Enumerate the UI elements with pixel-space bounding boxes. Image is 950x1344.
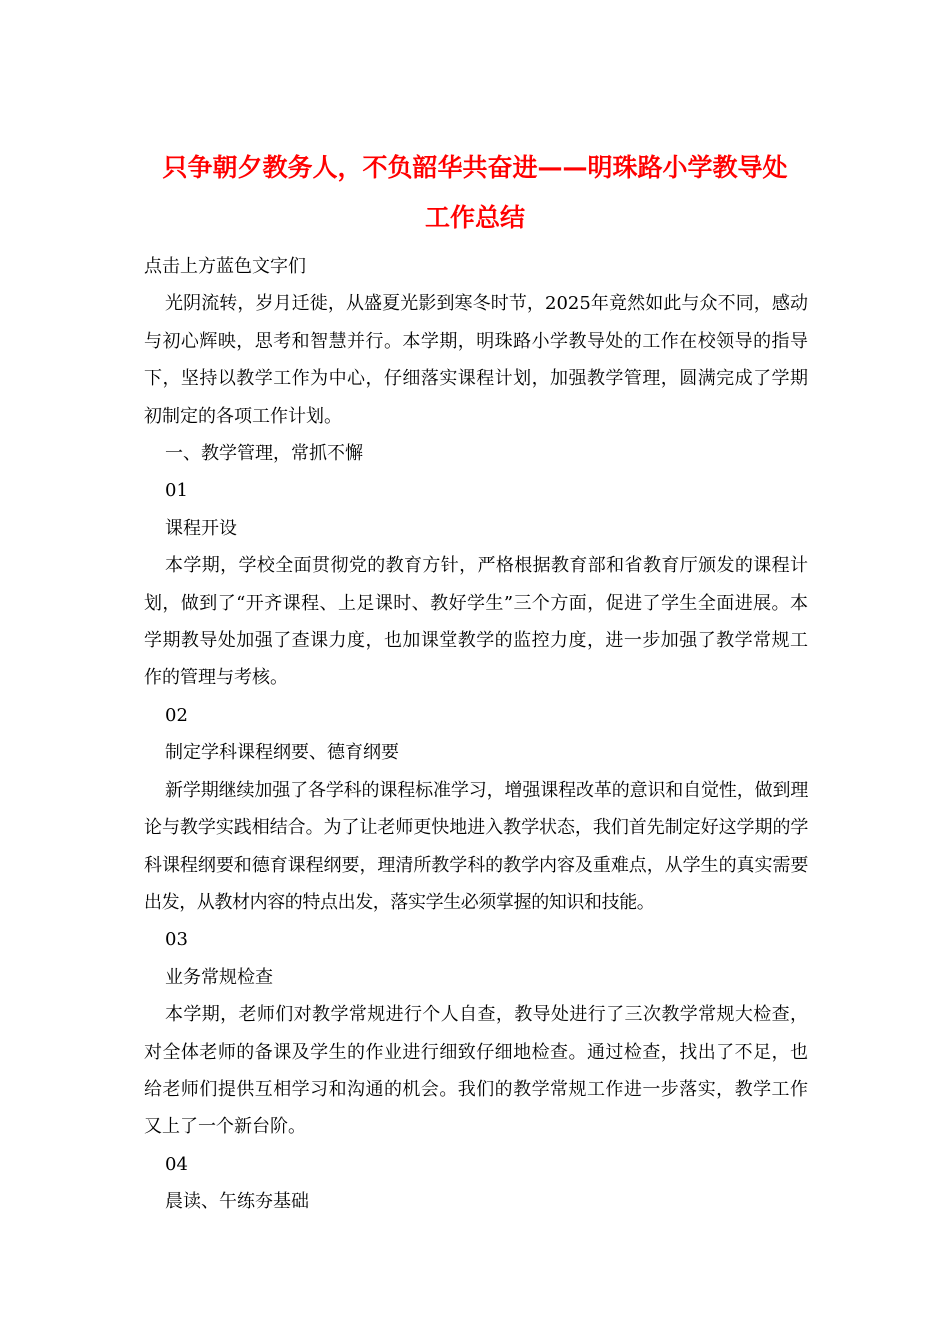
item-number-02: 02 — [165, 704, 188, 726]
item-heading-course-setup: 课程开设 — [165, 517, 237, 539]
paragraph-intro: 光阴流转，岁月迁徙，从盛夏光影到寒冬时节，2025年竟然如此与众不同，感动与初心辉映，思考和智慧并行。本学期，明珠路小学教导处的工作在校领导的指导下，坚持以教学工作为中心，仔细落实课程计划，加强教学管理，圆满完成了学期初制定的各项工作计划。 — [144, 293, 808, 427]
item-heading-morning-reading: 晨读、午练夯基础 — [165, 1191, 309, 1213]
paragraph-course-setup: 本学期，学校全面贯彻党的教育方针，严格根据教育部和省教育厅颁发的课程计划，做到了“开齐课程、上足课时、教好学生”三个方面，促进了学生全面进展。本学期教导处加强了查课力度，也加课堂教学的监控力度，进一步加强了教学常规工作的管理与考核。 — [144, 555, 808, 689]
item-heading-curriculum-outline: 制定学科课程纲要、德育纲要 — [165, 742, 399, 764]
section-heading-teaching-management: 一、教学管理，常抓不懈 — [165, 443, 363, 465]
item-heading-routine-inspection: 业务常规检查 — [165, 966, 273, 988]
item-number-04: 04 — [165, 1153, 188, 1175]
document-body — [144, 248, 808, 1221]
intro-link-text[interactable]: 点击上方蓝色文字们 — [144, 256, 306, 277]
paragraph-curriculum-outline: 新学期继续加强了各学科的课程标准学习，增强课程改革的意识和自觉性，做到理论与教学实践相结合。为了让老师更快地进入教学状态，我们首先制定好这学期的学科课程纲要和德育课程纲要，理清所教学科的教学内容及重难点，从学生的真实需要出发，从教材内容的特点出发，落实学生必须掌握的知识和技能。 — [144, 779, 808, 913]
document-title-line-1: 只争朝夕教务人，不负韶华共奋进——明珠路小学教导处 — [162, 153, 788, 182]
item-number-03: 03 — [165, 929, 188, 951]
paragraph-routine-inspection: 本学期，老师们对教学常规进行个人自查，教导处进行了三次教学常规大检查，对全体老师的备课及学生的作业进行细致仔细地检查。通过检查，找出了不足，也给老师们提供互相学习和沟通的机会。我们的教学常规工作进一步落实，教学工作又上了一个新台阶。 — [144, 1004, 808, 1138]
item-number-01: 01 — [165, 480, 188, 502]
document-title-line-2: 工作总结 — [424, 203, 525, 232]
